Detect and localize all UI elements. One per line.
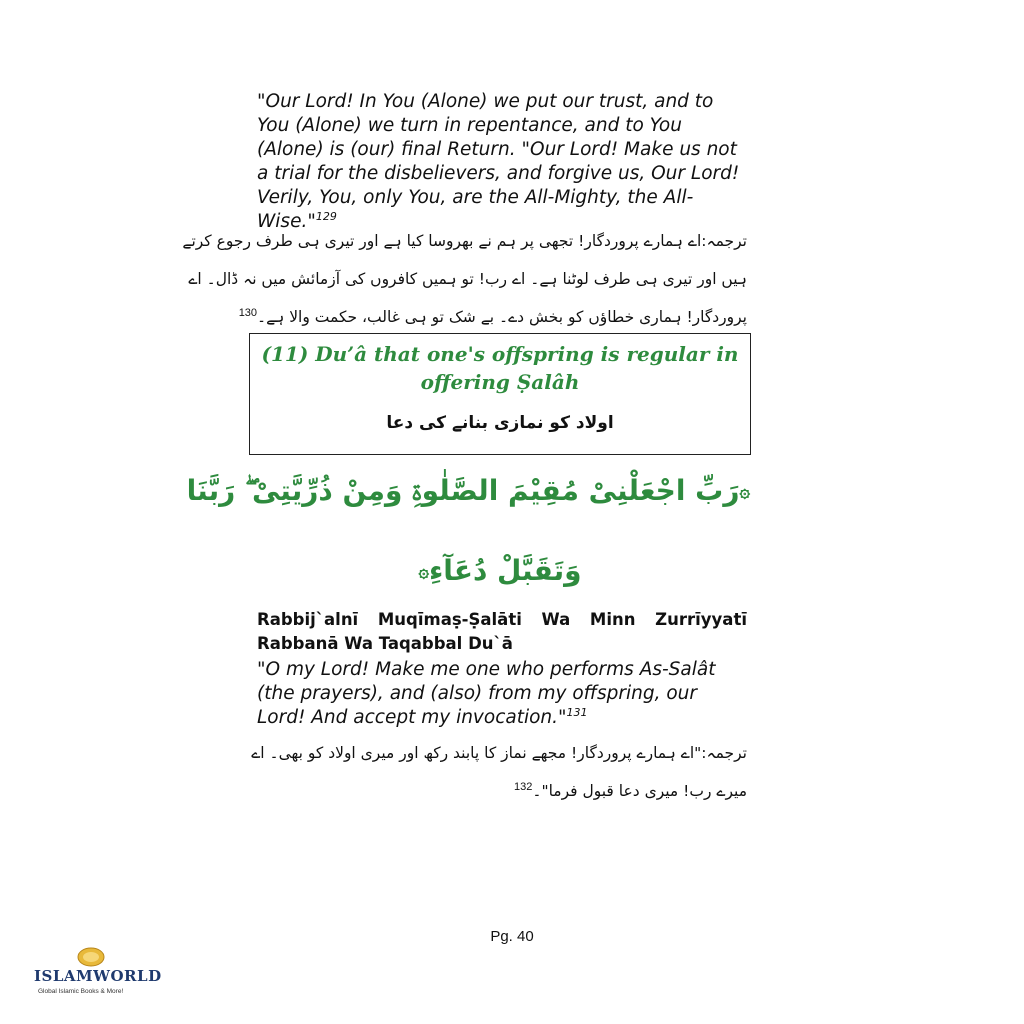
urdu-quote-line-3-text: پروردگار! ہماری خطاؤں کو بخش دے۔ بے شک تو ہی غالب، حکمت والا ہے۔ [257, 308, 747, 326]
urdu-quote [182, 222, 747, 336]
islamworld-logo [34, 946, 162, 1006]
logo-tagline: Global Islamic Books & More! [38, 988, 124, 995]
dua-arabic-line-2-text: وَتَقَبَّلْ دُعَآءِ [428, 554, 582, 587]
english-translation-text: "O my Lord! Make me one who performs As-Salât (the prayers), and (also) from my offspring, our Lord! And accept my invocation." [257, 659, 716, 728]
section-heading-line-1: (11) Du’â that one's offspring is regular in [261, 342, 739, 366]
dua-arabic-line-2 [250, 548, 750, 595]
dua-arabic-line-1 [186, 468, 750, 515]
logo-emblem-icon [76, 946, 106, 968]
transliteration: Rabbij`alnī Muqīmaṣ-Ṣalāti Wa Minn Zurrīyyatī Rabbanā Wa Taqabbal Du`ā [257, 610, 747, 653]
dua-arabic-line-1-text: رَبِّ اجْعَلْنِیْ مُقِیْمَ الصَّلٰوۃِ وَمِنْ ذُرِّیَّتِیْ ۖ رَبَّنَا [186, 474, 740, 507]
english-quote [257, 90, 747, 234]
english-quote-text: "Our Lord! In You (Alone) we put our trust, and to You (Alone) we turn in repentance, and to You (Alone) is (our) final Return. "Our Lord! Make us not a trial for the disbelievers, and forgive us, Our Lord! Verily, You, only You, are the All-Mighty, the All-Wise." [257, 91, 740, 232]
section-heading-urdu: اولاد کو نمازی بنانے کی دعا [386, 413, 614, 433]
footnote-132: 132 [514, 780, 533, 793]
urdu-translation [251, 734, 747, 810]
urdu-translation-line-2 [257, 772, 747, 810]
footnote-131: 131 [566, 705, 588, 719]
urdu-quote-line-2: ہیں اور تیری ہی طرف لوٹنا ہے۔ اے رب! تو ہمیں کافروں کی آزمائش میں نہ ڈال۔ اے [188, 270, 747, 288]
footnote-129: 129 [315, 209, 337, 223]
urdu-translation-line-1: ترجمہ:"اے ہمارے پروردگار! مجھے نماز کا پابند رکھ اور میری اولاد کو بھی۔ اے [251, 744, 747, 762]
logo-wordmark: ISLAMWORLD [34, 967, 162, 985]
urdu-quote-line-1: ترجمہ:اے ہمارے پروردگار! تجھی پر ہم نے بھروسا کیا ہے اور تیری ہی طرف رجوع کرتے [182, 232, 747, 250]
ayah-close-ornament-icon: ۞ [418, 561, 429, 582]
section-heading-box [249, 333, 751, 455]
urdu-translation-line-2-text: میرے رب! میری دعا قبول فرما"۔ [532, 782, 747, 800]
page-number: Pg. 40 [490, 928, 534, 945]
footnote-130: 130 [238, 306, 258, 319]
urdu-quote-line-3 [238, 298, 747, 336]
english-translation [257, 658, 747, 730]
ayah-open-ornament-icon: ۞ [739, 481, 750, 502]
section-heading-line-2: offering Ṣalâh [420, 370, 580, 394]
section-heading-english [250, 340, 750, 396]
